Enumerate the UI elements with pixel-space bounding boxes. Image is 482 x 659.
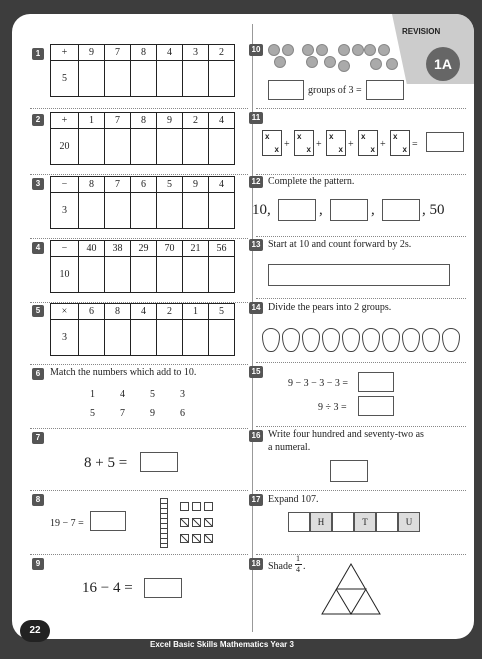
q18-dot: . bbox=[303, 561, 306, 572]
q5-answer-cell[interactable] bbox=[79, 320, 105, 356]
q2-answer-cell[interactable] bbox=[105, 129, 131, 165]
q6-n4: 3 bbox=[180, 389, 185, 400]
q2-header-cell: 1 bbox=[79, 113, 105, 129]
divider bbox=[256, 362, 466, 363]
q4-answer-cell[interactable] bbox=[79, 257, 105, 293]
q2-answer-cell[interactable] bbox=[157, 129, 183, 165]
place-value-label: H bbox=[310, 512, 332, 532]
cube-icon bbox=[180, 502, 189, 511]
q11-cross-boxes bbox=[250, 126, 470, 160]
circle-icon bbox=[338, 60, 350, 72]
q6-n6: 7 bbox=[120, 408, 125, 419]
q5-header-cell: 6 bbox=[79, 304, 105, 320]
q3-header-cell: 4 bbox=[209, 177, 235, 193]
q5-header-cell: 2 bbox=[157, 304, 183, 320]
q4-row-label: 10 bbox=[51, 257, 79, 293]
plus-sign: + bbox=[348, 139, 354, 150]
place-value-answer-box[interactable] bbox=[288, 512, 310, 532]
q6-n1: 1 bbox=[90, 389, 95, 400]
q13-text: Start at 10 and count forward by 2s. bbox=[268, 239, 412, 250]
q4-answer-cell[interactable] bbox=[209, 257, 235, 293]
q3-header-cell: 5 bbox=[157, 177, 183, 193]
divider bbox=[256, 490, 466, 491]
q13-number: 13 bbox=[249, 239, 263, 251]
q5-header-cell: 8 bbox=[105, 304, 131, 320]
q7-number: 7 bbox=[32, 432, 44, 444]
circle-icon bbox=[338, 44, 350, 56]
q1-answer-cell[interactable] bbox=[209, 61, 235, 97]
q12-text: Complete the pattern. bbox=[268, 176, 355, 187]
place-value-answer-box[interactable] bbox=[376, 512, 398, 532]
circles-group-icon bbox=[268, 42, 408, 78]
q5-grid bbox=[50, 303, 235, 356]
q12-sep-2: , bbox=[371, 202, 375, 218]
q5-header-cell: 1 bbox=[183, 304, 209, 320]
q4-grid bbox=[50, 240, 235, 293]
tens-rod-icon bbox=[160, 498, 168, 548]
q2-grid bbox=[50, 112, 235, 165]
q1-row-label: 5 bbox=[51, 61, 79, 97]
q4-answer-cell[interactable] bbox=[157, 257, 183, 293]
q1-header-cell: 7 bbox=[105, 45, 131, 61]
pear-icon bbox=[382, 328, 400, 352]
equals-sign: = bbox=[412, 139, 418, 150]
pear-icon bbox=[342, 328, 360, 352]
q3-answer-cell[interactable] bbox=[157, 193, 183, 229]
q1-number: 1 bbox=[32, 48, 44, 60]
q3-number: 3 bbox=[32, 178, 44, 190]
q3-answer-cell[interactable] bbox=[183, 193, 209, 229]
divider bbox=[256, 298, 466, 299]
q3-grid bbox=[50, 176, 235, 229]
q2-row-label: 20 bbox=[51, 129, 79, 165]
q3-answer-cell[interactable] bbox=[131, 193, 157, 229]
q8-equation: 19 − 7 = bbox=[50, 518, 84, 529]
q12-end: , 50 bbox=[422, 202, 445, 218]
place-value-label: U bbox=[398, 512, 420, 532]
q5-answer-cell[interactable] bbox=[183, 320, 209, 356]
q5-header-cell: 5 bbox=[209, 304, 235, 320]
circle-icon bbox=[306, 56, 318, 68]
q6-n2: 4 bbox=[120, 389, 125, 400]
q3-header-cell: 9 bbox=[183, 177, 209, 193]
q2-operator: + bbox=[51, 113, 79, 129]
q2-answer-cell[interactable] bbox=[131, 129, 157, 165]
q5-header-cell: 4 bbox=[131, 304, 157, 320]
q15-eq1: 9 − 3 − 3 − 3 = bbox=[288, 378, 349, 389]
q2-answer-cell[interactable] bbox=[79, 129, 105, 165]
q6-n7: 9 bbox=[150, 408, 155, 419]
cube-icon bbox=[192, 534, 201, 543]
q4-header-cell: 70 bbox=[157, 241, 183, 257]
q6-number: 6 bbox=[32, 368, 44, 380]
footer-title: Excel Basic Skills Mathematics Year 3 bbox=[150, 640, 294, 649]
q12-box-1[interactable] bbox=[278, 199, 316, 221]
q2-header-cell: 9 bbox=[157, 113, 183, 129]
q7-equation: 8 + 5 = bbox=[84, 455, 128, 471]
q9-number: 9 bbox=[32, 558, 44, 570]
q5-answer-cell[interactable] bbox=[105, 320, 131, 356]
q18-text: Shade bbox=[268, 561, 293, 572]
pear-icon bbox=[262, 328, 280, 352]
q18-triangle[interactable] bbox=[320, 562, 382, 616]
q15-box-2[interactable] bbox=[358, 396, 394, 416]
plus-sign: + bbox=[316, 139, 322, 150]
divider bbox=[30, 364, 248, 365]
q10-answer-box-2[interactable] bbox=[366, 80, 404, 100]
q5-answer-cell[interactable] bbox=[157, 320, 183, 356]
q1-answer-cell[interactable] bbox=[183, 61, 209, 97]
q4-header-cell: 29 bbox=[131, 241, 157, 257]
cross-box-icon: x x bbox=[326, 130, 346, 156]
revision-label: REVISION bbox=[402, 27, 441, 36]
worksheet-sheet bbox=[12, 14, 474, 639]
divider bbox=[256, 554, 466, 555]
q1-answer-cell[interactable] bbox=[131, 61, 157, 97]
pear-icon bbox=[282, 328, 300, 352]
q3-answer-cell[interactable] bbox=[105, 193, 131, 229]
q4-answer-cell[interactable] bbox=[105, 257, 131, 293]
q10-text: groups of 3 = bbox=[308, 85, 362, 96]
q9-equation: 16 − 4 = bbox=[82, 580, 133, 596]
cube-icon bbox=[204, 534, 213, 543]
cube-icon bbox=[192, 518, 201, 527]
q16-text-2: a numeral. bbox=[268, 442, 311, 453]
q16-text-1: Write four hundred and seventy-two as bbox=[268, 429, 424, 440]
q18-frac-numerator: 1 bbox=[296, 554, 300, 563]
q15-eq2: 9 ÷ 3 = bbox=[318, 402, 347, 413]
divider bbox=[30, 174, 248, 175]
q2-number: 2 bbox=[32, 114, 44, 126]
cross-box-icon: x x bbox=[262, 130, 282, 156]
q8-answer-box[interactable] bbox=[90, 511, 126, 531]
q17-place-value-row bbox=[288, 512, 420, 532]
q4-header-cell: 56 bbox=[209, 241, 235, 257]
q14-text: Divide the pears into 2 groups. bbox=[268, 302, 392, 313]
q12-number: 12 bbox=[249, 176, 263, 188]
q17-text: Expand 107. bbox=[268, 494, 319, 505]
circle-icon bbox=[268, 44, 280, 56]
q16-answer-box[interactable] bbox=[330, 460, 368, 482]
circle-icon bbox=[316, 44, 328, 56]
q8-number: 8 bbox=[32, 494, 44, 506]
q4-header-cell: 21 bbox=[183, 241, 209, 257]
q1-header-cell: 2 bbox=[209, 45, 235, 61]
pear-icon bbox=[302, 328, 320, 352]
q18-number: 18 bbox=[249, 558, 263, 570]
revision-code: 1A bbox=[426, 47, 460, 81]
q6-n3: 5 bbox=[150, 389, 155, 400]
q1-answer-cell[interactable] bbox=[79, 61, 105, 97]
q2-header-cell: 4 bbox=[209, 113, 235, 129]
divider bbox=[30, 108, 248, 109]
q1-grid bbox=[50, 44, 235, 97]
circle-icon bbox=[364, 44, 376, 56]
q2-header-cell: 8 bbox=[131, 113, 157, 129]
pear-icon bbox=[322, 328, 340, 352]
cube-icon bbox=[192, 502, 201, 511]
q9-answer-box[interactable] bbox=[144, 578, 182, 598]
q17-number: 17 bbox=[249, 494, 263, 506]
q4-header-cell: 40 bbox=[79, 241, 105, 257]
unit-cubes-icon bbox=[178, 500, 228, 550]
q1-header-cell: 9 bbox=[79, 45, 105, 61]
circle-icon bbox=[302, 44, 314, 56]
q11-answer-box[interactable] bbox=[426, 132, 464, 152]
divider bbox=[30, 554, 248, 555]
q16-number: 16 bbox=[249, 430, 263, 442]
q3-answer-cell[interactable] bbox=[209, 193, 235, 229]
divider bbox=[256, 174, 466, 175]
cube-icon bbox=[180, 534, 189, 543]
q15-box-1[interactable] bbox=[358, 372, 394, 392]
q10-number: 10 bbox=[249, 44, 263, 56]
cube-icon bbox=[204, 502, 213, 511]
q11-number: 11 bbox=[249, 112, 263, 124]
q4-operator: − bbox=[51, 241, 79, 257]
q4-answer-cell[interactable] bbox=[131, 257, 157, 293]
q3-row-label: 3 bbox=[51, 193, 79, 229]
q4-number: 4 bbox=[32, 242, 44, 254]
circle-icon bbox=[274, 56, 286, 68]
q18-frac-denominator: 4 bbox=[296, 565, 300, 574]
q2-answer-cell[interactable] bbox=[209, 129, 235, 165]
q12-start: 10, bbox=[252, 202, 271, 218]
place-value-answer-box[interactable] bbox=[332, 512, 354, 532]
cube-icon bbox=[204, 518, 213, 527]
divider bbox=[256, 108, 466, 109]
divider bbox=[30, 428, 248, 429]
q2-header-cell: 7 bbox=[105, 113, 131, 129]
place-value-label: T bbox=[354, 512, 376, 532]
q3-header-cell: 7 bbox=[105, 177, 131, 193]
q6-n8: 6 bbox=[180, 408, 185, 419]
cross-box-icon: x x bbox=[390, 130, 410, 156]
q14-number: 14 bbox=[249, 302, 263, 314]
plus-sign: + bbox=[284, 139, 290, 150]
pear-icon bbox=[442, 328, 460, 352]
q1-header-cell: 8 bbox=[131, 45, 157, 61]
circle-icon bbox=[282, 44, 294, 56]
q12-box-2[interactable] bbox=[330, 199, 368, 221]
divider bbox=[256, 236, 466, 237]
q13-answer-box[interactable] bbox=[268, 264, 450, 286]
pear-icon bbox=[402, 328, 420, 352]
q1-answer-cell[interactable] bbox=[105, 61, 131, 97]
divider bbox=[256, 426, 466, 427]
q3-header-cell: 6 bbox=[131, 177, 157, 193]
q5-row-label: 3 bbox=[51, 320, 79, 356]
circle-icon bbox=[378, 44, 390, 56]
q4-answer-cell[interactable] bbox=[183, 257, 209, 293]
divider bbox=[30, 490, 248, 491]
q5-answer-cell[interactable] bbox=[209, 320, 235, 356]
q2-header-cell: 2 bbox=[183, 113, 209, 129]
q1-header-cell: 4 bbox=[157, 45, 183, 61]
q2-answer-cell[interactable] bbox=[183, 129, 209, 165]
q5-operator: × bbox=[51, 304, 79, 320]
q3-answer-cell[interactable] bbox=[79, 193, 105, 229]
cube-icon bbox=[180, 518, 189, 527]
q4-header-cell: 38 bbox=[105, 241, 131, 257]
circle-icon bbox=[386, 58, 398, 70]
q7-answer-box[interactable] bbox=[140, 452, 178, 472]
q1-answer-cell[interactable] bbox=[157, 61, 183, 97]
q5-answer-cell[interactable] bbox=[131, 320, 157, 356]
pear-icon bbox=[362, 328, 380, 352]
q12-box-3[interactable] bbox=[382, 199, 420, 221]
cross-box-icon: x x bbox=[294, 130, 314, 156]
q12-sep-1: , bbox=[319, 202, 323, 218]
page-number: 22 bbox=[20, 620, 50, 642]
cross-box-icon: x x bbox=[358, 130, 378, 156]
divider bbox=[30, 238, 248, 239]
q10-answer-box-1[interactable] bbox=[268, 80, 304, 100]
q1-operator: + bbox=[51, 45, 79, 61]
circle-icon bbox=[324, 56, 336, 68]
circle-icon bbox=[370, 58, 382, 70]
plus-sign: + bbox=[380, 139, 386, 150]
q5-number: 5 bbox=[32, 305, 44, 317]
pear-icon bbox=[422, 328, 440, 352]
pears-group-icon bbox=[252, 324, 468, 354]
q6-n5: 5 bbox=[90, 408, 95, 419]
q6-text: Match the numbers which add to 10. bbox=[50, 367, 197, 378]
q15-number: 15 bbox=[249, 366, 263, 378]
q1-header-cell: 3 bbox=[183, 45, 209, 61]
circle-icon bbox=[352, 44, 364, 56]
q3-operator: − bbox=[51, 177, 79, 193]
q3-header-cell: 8 bbox=[79, 177, 105, 193]
